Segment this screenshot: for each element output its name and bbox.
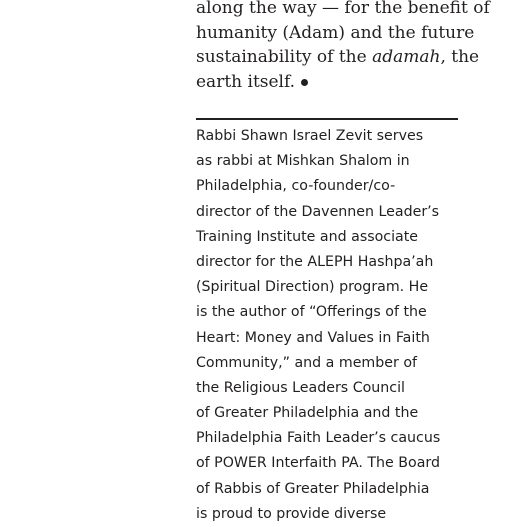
section-divider bbox=[196, 118, 458, 120]
text-line: humanity (Adam) and the future bbox=[196, 22, 475, 43]
bio-line: (Spiritual Direction) program. He bbox=[196, 279, 429, 296]
bio-line: is proud to provide diverse bbox=[196, 505, 387, 522]
end-of-article-bullet-icon bbox=[301, 79, 308, 86]
bio-line: as rabbi at Mishkan Shalom in bbox=[196, 153, 410, 170]
bio-line: the Religious Leaders Council bbox=[196, 379, 405, 396]
text-run: earth itself. bbox=[196, 71, 296, 92]
bio-line: Philadelphia, co-founder/co- bbox=[196, 178, 396, 195]
bio-line: is the author of “Offerings of the bbox=[196, 304, 427, 321]
text-run: sustainability of the bbox=[196, 47, 373, 67]
bio-line: Heart: Money and Values in Faith bbox=[196, 329, 430, 346]
italic-term: adamah bbox=[372, 47, 441, 67]
bio-line: of Rabbis of Greater Philadelphia bbox=[196, 480, 430, 497]
bio-line: director for the ALEPH Hashpa’ah bbox=[196, 253, 434, 270]
bio-line: director of the Davennen Leader’s bbox=[196, 203, 440, 220]
text-line bbox=[196, 45, 480, 70]
text-run: , the bbox=[440, 47, 480, 67]
text-line: along the way — for the benefit of bbox=[196, 0, 490, 18]
bio-line: Philadelphia Faith Leader’s caucus bbox=[196, 430, 441, 447]
text-line bbox=[196, 70, 466, 95]
author-bio bbox=[196, 124, 496, 527]
bio-line: Training Institute and associate bbox=[196, 228, 419, 245]
bio-line: of POWER Interfaith PA. The Board bbox=[196, 455, 440, 472]
bio-line: Community,” and a member of bbox=[196, 354, 418, 371]
closing-paragraph bbox=[196, 0, 490, 94]
bio-line: of Greater Philadelphia and the bbox=[196, 405, 419, 422]
bio-line: Rabbi Shawn Israel Zevit serves bbox=[196, 128, 424, 144]
